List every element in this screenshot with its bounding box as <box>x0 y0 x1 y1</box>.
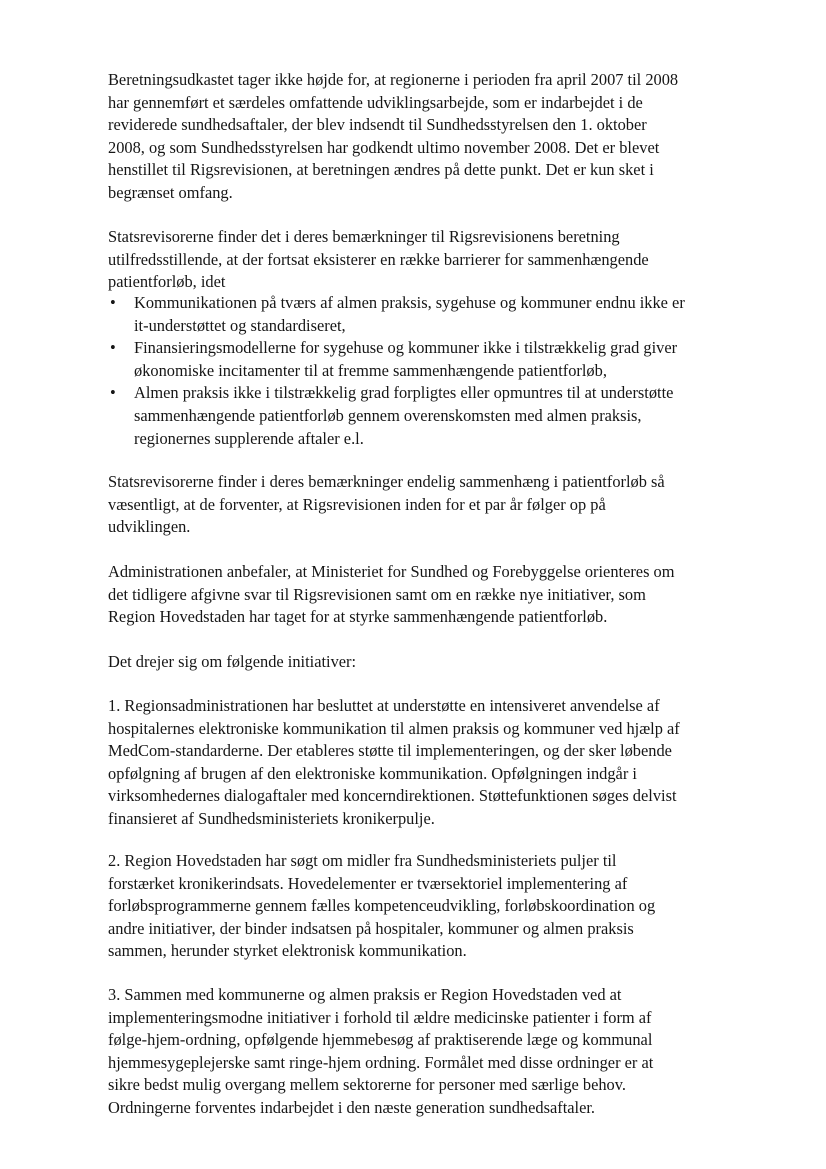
barrier-list <box>108 292 708 450</box>
list-item: • Kommunikationen på tværs af almen praksis, sygehuse og kommuner endnu ikke er it-understøttet og standardiseret, <box>108 292 708 337</box>
paragraph-administration-recommendation: Administrationen anbefaler, at Ministeriet for Sundhed og Forebyggelse orienteres om det tidligere afgivne svar til Rigsrevisionen samt om en række nye initiativer, som Region Hovedstaden har taget for at styrke sammenhængende patientforløb. <box>108 562 675 627</box>
paragraph-draft-report: Beretningsudkastet tager ikke højde for, at regionerne i perioden fra april 2007 til 2008 har gennemført et særdeles omfattende udviklingsarbejde, som er indarbejdet i de reviderede sundhedsaftaler, der blev indsendt til Sundhedsstyrelsen den 1. oktober 2008, og som Sundhedsstyrelsen har godkendt ultimo november 2008. Det er blevet henstillet til Rigsrevisionen, at beretningen ændres på dette punkt. Det er kun sket i begrænset omfang. <box>108 70 679 202</box>
paragraph-state-auditors-remarks: Statsrevisorerne finder det i deres bemærkninger til Rigsrevisionens beretning utilfredsstillende, at der fortsat eksisterer en række barrierer for sammenhængende patientforløb, idet <box>108 227 649 292</box>
paragraph-initiatives-intro: Det drejer sig om følgende initiativer: <box>108 652 357 671</box>
initiative-3: 3. Sammen med kommunerne og almen praksis er Region Hovedstaden ved at implementeringsmodne initiativer i forhold til ældre medicinske patienter i form af følge-hjem-ordning, opfølgende hjemmebesøg af praktiserende læge og kommunal hjemmesygeplejerske samt ringe-hjem ordning. Formålet med disse ordninger er at sikre bedst mulig overgang mellem sektorerne for personer med særlige behov. Ordningerne forventes indarbejdet i den næste generation sundhedsaftaler. <box>108 985 654 1117</box>
list-item: • Almen praksis ikke i tilstrækkelig grad forpligtes eller opmuntres til at understøtte sammenhængende patientforløb gennem overenskomsten med almen praksis, regionernes supplerende aftaler e.l. <box>108 382 708 450</box>
initiative-1: 1. Regionsadministrationen har besluttet at understøtte en intensiveret anvendelse af hospitalernes elektroniske kommunikation til almen praksis og kommuner ved hjælp af MedCom-standarderne. Der etableres støtte til implementeringen, og der sker løbende opfølgning af brugen af den elektroniske kommunikation. Opfølgningen indgår i virksomhedernes dialogaftaler med koncerndirektionen. Støttefunktionen søges delvist finansieret af Sundhedsministeriets kronikerpulje. <box>108 696 680 828</box>
initiative-2: 2. Region Hovedstaden har søgt om midler fra Sundhedsministeriets puljer til forstærket kronikerindsats. Hovedelementer er tværsektoriel implementering af forløbsprogrammerne gennem fælles kompetenceudvikling, forløbskoordination og andre initiativer, der binder indsatsen på hospitaler, kommuner og almen praksis sammen, herunder styrket elektronisk kommunikation. <box>108 851 656 961</box>
paragraph-coherence-followup: Statsrevisorerne finder i deres bemærkninger endelig sammenhæng i patientforløb så væsentligt, at de forventer, at Rigsrevisionen inden for et par år følger op på udviklingen. <box>108 472 665 537</box>
list-item: • Finansieringsmodellerne for sygehuse og kommuner ikke i tilstrækkelig grad giver økonomiske incitamenter til at fremme sammenhængende patientforløb, <box>108 337 708 382</box>
